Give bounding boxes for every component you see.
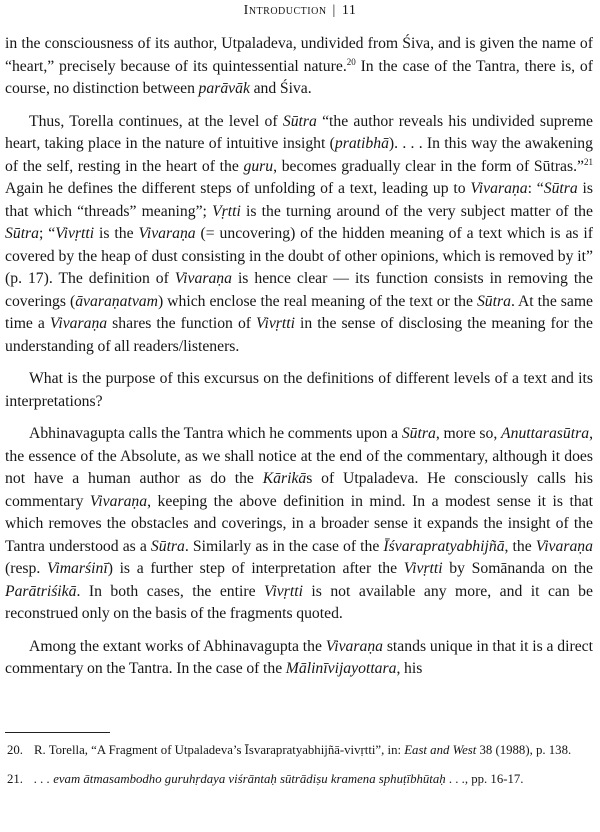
- text-run: In the case of the Tantra, there is, of course, no distinction between: [5, 57, 593, 97]
- text-run: by Somānanda on the: [442, 560, 594, 577]
- italic-term: Sūtra: [401, 425, 436, 442]
- text-run: shares the function of: [107, 315, 257, 332]
- text-run: . In both cases, the entire: [76, 582, 265, 600]
- footnote-number: 20.: [7, 743, 23, 757]
- text-run: is the turning around of the very subject matter of the: [240, 202, 593, 220]
- text-run: (= uncovering) of the hidden meaning of a text which is as if covered by the heap of dust consisting in the doubt of other opinions, which is removed by it” (p. 17). The definition of: [5, 225, 594, 287]
- italic-term: pratibhā: [334, 135, 389, 152]
- text-run: ) is a further step of interpretation after the: [107, 560, 404, 577]
- text-run: s of Utpaladeva. He consciously calls his commentary: [5, 470, 593, 510]
- italic-term: Vivaraṇa: [138, 225, 196, 242]
- text-run: , the: [504, 537, 536, 555]
- italic-term: Kārikā: [262, 470, 307, 487]
- text-run: , becomes gradually clear in the form of Sūtras.”: [273, 157, 584, 175]
- italic-term: guru: [243, 157, 274, 175]
- paragraph: [5, 111, 593, 359]
- text-run: Again he defines the different steps of unfolding of a text, leading up to: [5, 180, 471, 197]
- text-run: R. Torella, “A Fragment of Utpaladeva’s Īsvarapratyabhijñā-vivṛtti”, in:: [34, 743, 405, 757]
- footnote-number: 21.: [7, 771, 23, 786]
- text-run: ; “: [39, 225, 56, 242]
- footnote: [5, 741, 593, 760]
- italic-term: Vivaraṇa: [325, 637, 384, 655]
- text-run: ). . . . In this way the awakening of the self, resting in the heart of the: [5, 135, 593, 175]
- page-number: 11: [341, 3, 357, 18]
- italic-term: Vivaraṇa: [49, 315, 108, 332]
- italic-term: Sūtra: [282, 112, 317, 130]
- paragraph: [5, 368, 593, 413]
- text-run: What is the purpose of this excursus on the definitions of different levels of a text and its interpretations?: [5, 370, 593, 410]
- italic-term: Īśvarapratyabhijñā: [383, 537, 505, 555]
- text-run: , the essence of the Absolute, as we shall notice at the end of the commentary, although it does not have a human author as do the: [5, 425, 593, 487]
- text-run: ) which enclose the real meaning of the text or the: [157, 292, 477, 310]
- italic-term: āvaraṇatvam: [75, 292, 158, 310]
- italic-term: Vimarśinī: [46, 560, 108, 577]
- text-run: . . ., pp. 16-17.: [445, 771, 524, 786]
- text-run: “the author reveals his undivided supreme heart, taking place in the nature of intuitive insight (: [5, 112, 593, 152]
- text-run: . Similarly as in the case of the: [184, 537, 384, 555]
- footnotes: [5, 741, 593, 798]
- italic-term: Sūtra: [476, 292, 511, 310]
- italic-term: Mālinīvijayottara: [285, 660, 397, 677]
- italic-term: Sūtra: [5, 225, 39, 242]
- text-run: is hence clear — its function consists in removing the coverings (: [5, 270, 593, 310]
- running-head: [0, 3, 600, 19]
- text-run: is not available any more, and it can be reconstrued only on the basis of the fragments quoted.: [5, 582, 593, 622]
- text-run: . At the same time a: [5, 292, 593, 332]
- paragraph: [5, 423, 593, 626]
- text-run: , his: [396, 660, 423, 677]
- italic-term: Vivṛtti: [264, 582, 303, 600]
- footnote-rule: [5, 732, 110, 733]
- italic-term: Sūtra: [150, 537, 185, 555]
- text-run: and Śiva.: [249, 80, 312, 97]
- text-run: is that which “threads” meaning”;: [5, 180, 593, 220]
- italic-term: Vivṛtti: [403, 560, 443, 577]
- italic-term: Vivaraṇa: [89, 492, 148, 510]
- text-run: : “: [527, 180, 544, 197]
- italic-term: Vivaraṇa: [535, 537, 593, 555]
- text-run: Among the extant works of Abhinavagupta the: [29, 637, 326, 655]
- italic-term: Anuttarasūtra: [501, 425, 590, 442]
- text-run: in the sense of disclosing the meaning for the understanding of all readers/listeners.: [5, 315, 593, 355]
- footnote: [5, 770, 593, 789]
- italic-term: Parātriśikā: [5, 582, 77, 600]
- italic-term: . . . evam ātmasambodho guruhṛdaya viśrāntaḥ sūtrādiṣu kramena sphuṭībhūtaḥ: [34, 771, 446, 786]
- italic-term: Vivṛtti: [55, 225, 95, 242]
- text-run: (resp.: [5, 560, 47, 577]
- footnote-ref: 20: [346, 56, 356, 67]
- italic-term: Vivṛtti: [256, 315, 295, 332]
- paragraph: [5, 636, 593, 681]
- text-run: Thus, Torella continues, at the level of: [29, 112, 283, 130]
- header-separator: |: [332, 3, 336, 18]
- italic-term: parāvāk: [198, 80, 250, 97]
- text-run: 38 (1988), p. 138.: [476, 743, 572, 757]
- italic-term: Vivaraṇa: [470, 180, 528, 197]
- text-run: , keeping the above definition in mind. In a modest sense it is that which removes the obstacles and coverings, in a broader sense it expands the insight of the Tantra understood as a: [5, 492, 593, 555]
- section-title: Introduction: [243, 3, 327, 18]
- paragraph: [5, 33, 593, 101]
- body-text: [5, 33, 593, 691]
- italic-term: Vivaraṇa: [174, 270, 232, 287]
- text-run: stands unique in that it is a direct commentary on the Tantra. In the case of the: [5, 637, 593, 677]
- text-run: , more so,: [435, 425, 502, 442]
- footnote-ref: 21: [584, 156, 593, 167]
- text-run: Abhinavagupta calls the Tantra which he comments upon a: [29, 425, 402, 442]
- text-run: in the consciousness of its author, Utpaladeva, undivided from Śiva, and is given the name of “heart,” precisely because of its quintessential nature.: [5, 35, 593, 75]
- italic-term: Vṛtti: [212, 202, 241, 220]
- italic-term: East and West: [404, 743, 477, 757]
- italic-term: Sūtra: [543, 180, 578, 197]
- text-run: is the: [94, 225, 139, 242]
